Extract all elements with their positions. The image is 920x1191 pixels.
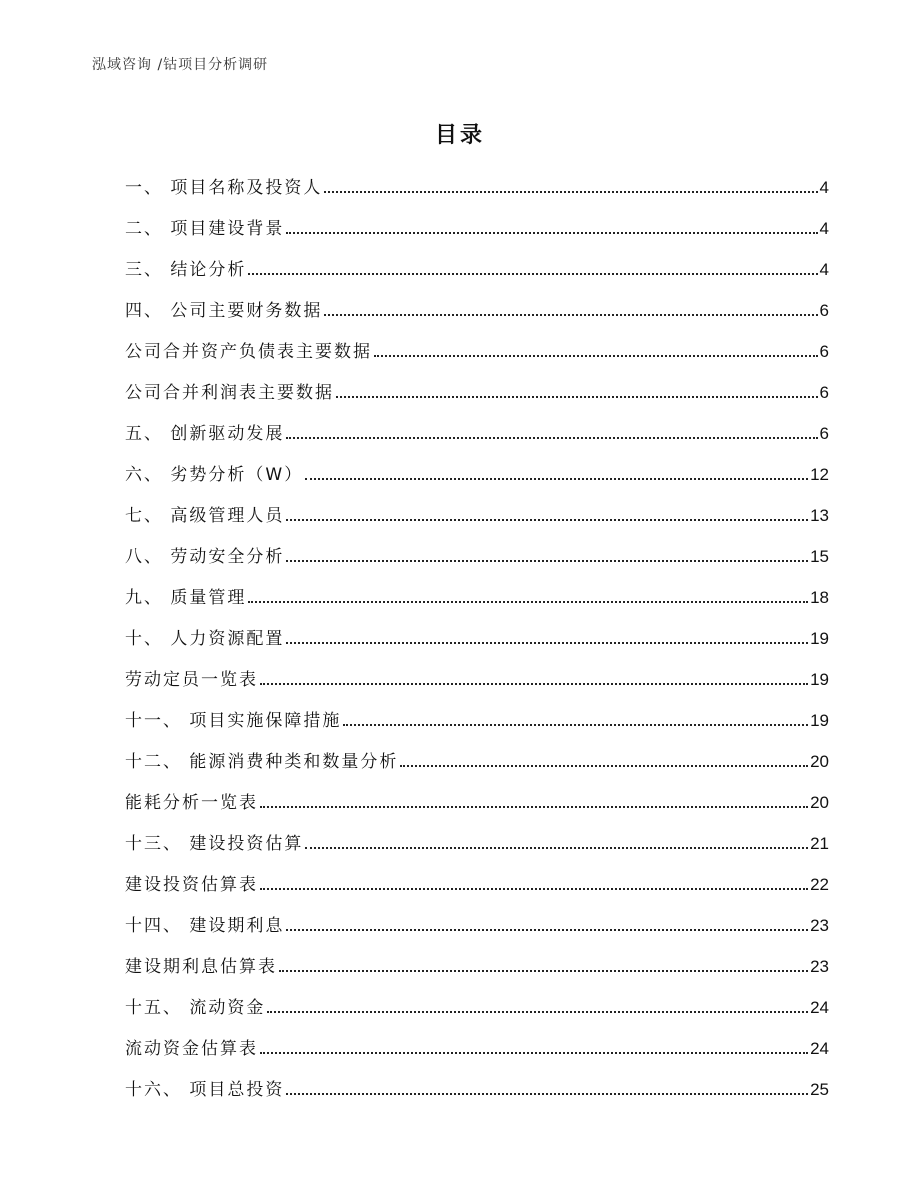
- toc-entry-title: 四、 公司主要财务数据: [125, 301, 323, 321]
- toc-dot-leader: [286, 560, 808, 562]
- toc-entry-title: 十二、 能源消费种类和数量分析: [125, 752, 399, 772]
- toc-page-number: 4: [819, 219, 829, 238]
- toc-page-number: 6: [819, 301, 829, 320]
- toc-entry-title: 流动资金估算表: [125, 1039, 258, 1059]
- toc-entry[interactable]: [125, 1035, 829, 1076]
- toc-entry-title: 十五、 流动资金: [125, 998, 266, 1018]
- toc-dot-leader: [286, 642, 808, 644]
- toc-dot-leader: [286, 929, 808, 931]
- toc-page-number: 22: [810, 875, 829, 894]
- toc-entry[interactable]: [125, 871, 829, 912]
- toc-dot-leader: [260, 683, 808, 685]
- toc-dot-leader: [286, 519, 808, 521]
- toc-entry-title: 六、 劣势分析（W）: [125, 465, 304, 485]
- toc-page-number: 23: [810, 957, 829, 976]
- toc-entry[interactable]: [125, 461, 829, 502]
- toc-page-number: 18: [810, 588, 829, 607]
- toc-entry[interactable]: [125, 789, 829, 830]
- toc-page-number: 24: [810, 1039, 829, 1058]
- toc-dot-leader: [343, 724, 808, 726]
- toc-dot-leader: [286, 437, 817, 439]
- toc-entry[interactable]: [125, 379, 829, 420]
- toc-entry[interactable]: [125, 420, 829, 461]
- toc-entry-title: 建设期利息估算表: [125, 957, 277, 977]
- toc-entry[interactable]: [125, 174, 829, 215]
- toc-entry[interactable]: [125, 297, 829, 338]
- toc-entry[interactable]: [125, 912, 829, 953]
- toc-dot-leader: [248, 601, 808, 603]
- toc-entry[interactable]: [125, 502, 829, 543]
- toc-entry-title: 十四、 建设期利息: [125, 916, 285, 936]
- toc-entry-title: 二、 项目建设背景: [125, 219, 285, 239]
- toc-dot-leader: [248, 273, 817, 275]
- toc-page-number: 25: [810, 1080, 829, 1099]
- toc-entry-title: 能耗分析一览表: [125, 793, 258, 813]
- toc-entry[interactable]: [125, 215, 829, 256]
- toc-dot-leader: [286, 232, 817, 234]
- toc-entry[interactable]: [125, 1076, 829, 1117]
- toc-page-number: 19: [810, 670, 829, 689]
- toc-page-number: 19: [810, 711, 829, 730]
- toc-dot-leader: [324, 191, 817, 193]
- toc-dot-leader: [400, 765, 808, 767]
- toc-entry-title: 公司合并资产负债表主要数据: [125, 342, 372, 362]
- toc-page-number: 20: [810, 752, 829, 771]
- toc-dot-leader: [267, 1011, 808, 1013]
- toc-page-number: 12: [810, 465, 829, 484]
- toc-entry[interactable]: [125, 256, 829, 297]
- toc-entry-title: 七、 高级管理人员: [125, 506, 285, 526]
- toc-dot-leader: [305, 478, 808, 480]
- toc-dot-leader: [260, 806, 808, 808]
- toc-page-number: 4: [819, 260, 829, 279]
- toc-page-number: 15: [810, 547, 829, 566]
- toc-entry-title: 建设投资估算表: [125, 875, 258, 895]
- toc-entry-title: 十三、 建设投资估算: [125, 834, 304, 854]
- toc-page-number: 21: [810, 834, 829, 853]
- toc-page-number: 24: [810, 998, 829, 1017]
- toc-entry[interactable]: [125, 625, 829, 666]
- toc-entry-title: 十六、 项目总投资: [125, 1080, 285, 1100]
- toc-entry-title: 五、 创新驱动发展: [125, 424, 285, 444]
- toc-entry[interactable]: [125, 748, 829, 789]
- toc-dot-leader: [279, 970, 808, 972]
- toc-entry[interactable]: [125, 584, 829, 625]
- toc-dot-leader: [260, 888, 808, 890]
- toc-page-number: 6: [819, 342, 829, 361]
- toc-dot-leader: [374, 355, 818, 357]
- toc-page-number: 23: [810, 916, 829, 935]
- toc-dot-leader: [336, 396, 818, 398]
- toc-page-number: 4: [819, 178, 829, 197]
- toc-entry[interactable]: [125, 543, 829, 584]
- toc-entry-title: 三、 结论分析: [125, 260, 247, 280]
- toc-dot-leader: [324, 314, 817, 316]
- toc-entry-title: 一、 项目名称及投资人: [125, 178, 323, 198]
- toc-dot-leader: [286, 1093, 808, 1095]
- toc-page-number: 19: [810, 629, 829, 648]
- page-title: 目录: [434, 123, 485, 148]
- running-header: 泓域咨询 /钴项目分析调研: [92, 57, 269, 73]
- toc-entry-title: 劳动定员一览表: [125, 670, 258, 690]
- table-of-contents: [125, 174, 829, 1117]
- toc-entry-title: 八、 劳动安全分析: [125, 547, 285, 567]
- toc-page-number: 6: [819, 424, 829, 443]
- toc-entry[interactable]: [125, 666, 829, 707]
- toc-entry[interactable]: [125, 338, 829, 379]
- toc-entry[interactable]: [125, 994, 829, 1035]
- toc-entry-title: 公司合并利润表主要数据: [125, 383, 334, 403]
- toc-page-number: 13: [810, 506, 829, 525]
- toc-entry-title: 九、 质量管理: [125, 588, 247, 608]
- toc-entry[interactable]: [125, 707, 829, 748]
- toc-entry-title: 十、 人力资源配置: [125, 629, 285, 649]
- toc-entry[interactable]: [125, 830, 829, 871]
- toc-page-number: 6: [819, 383, 829, 402]
- toc-entry-title: 十一、 项目实施保障措施: [125, 711, 342, 731]
- toc-dot-leader: [260, 1052, 808, 1054]
- toc-dot-leader: [305, 847, 808, 849]
- toc-page-number: 20: [810, 793, 829, 812]
- header-divider: [92, 80, 828, 81]
- toc-entry[interactable]: [125, 953, 829, 994]
